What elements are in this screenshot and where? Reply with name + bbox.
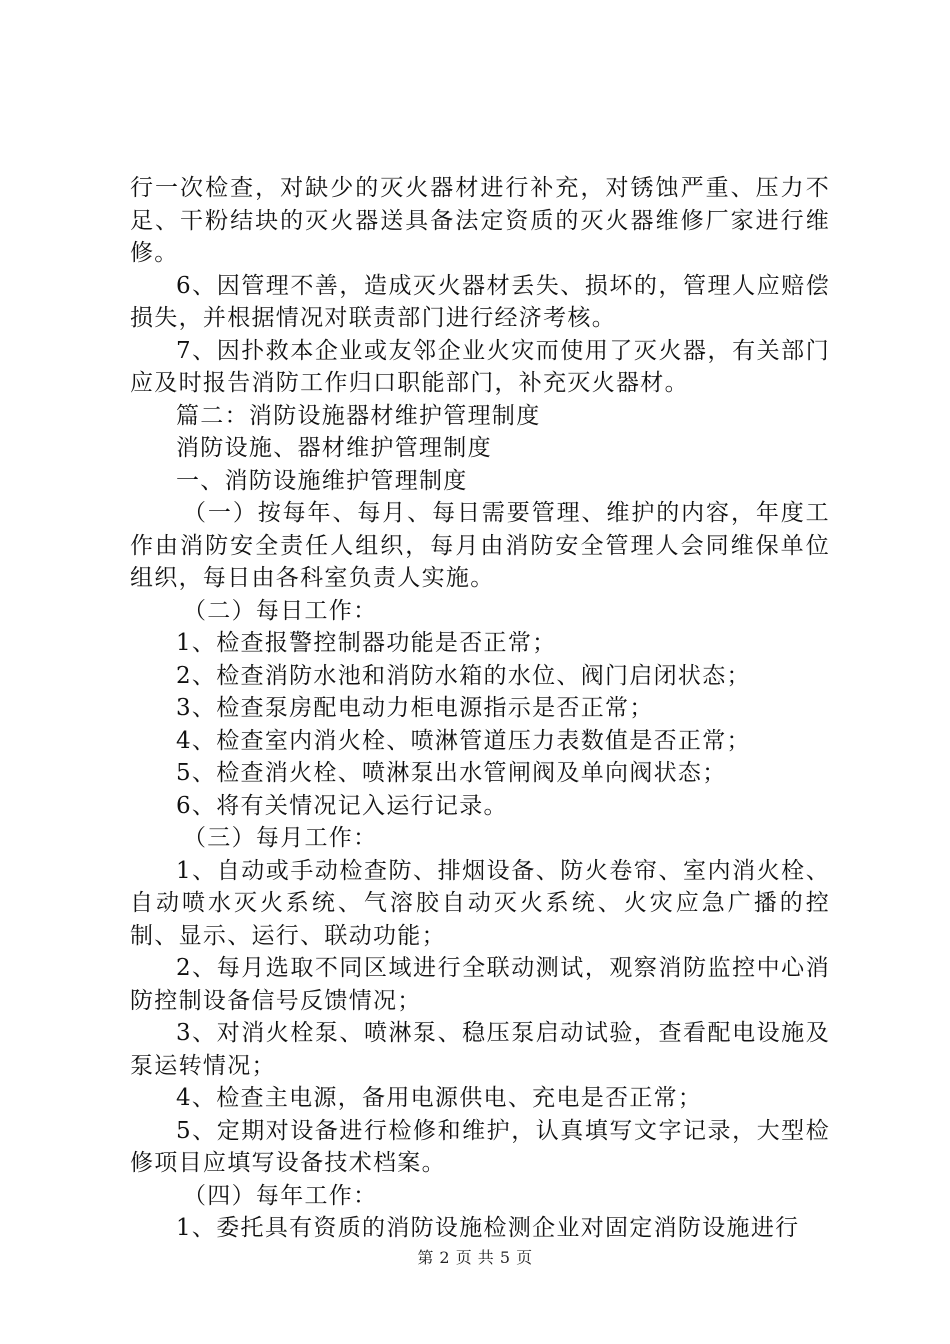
list-item: 5、定期对设备进行检修和维护，认真填写文字记录，大型检修项目应填写设备技术档案。 xyxy=(130,1117,830,1176)
section-heading: 一、消防设施维护管理制度 xyxy=(176,467,468,494)
list-item: 2、检查消防水池和消防水箱的水位、阀门启闭状态； xyxy=(176,662,751,689)
list-item: 1、委托具有资质的消防设施检测企业对固定消防设施进行 xyxy=(176,1215,800,1241)
paragraph: （一）按每年、每月、每日需要管理、维护的内容，年度工作由消防安全责任人组织，每月由消防安全管理人会同维保单位组织，每日由各科室负责人实施。 xyxy=(130,500,830,591)
subsection-heading: （二）每日工作： xyxy=(183,597,378,624)
section-title: 篇二：消防设施器材维护管理制度 xyxy=(176,402,541,429)
document-title: 消防设施、器材维护管理制度 xyxy=(176,435,492,461)
list-item: 4、检查室内消火栓、喷淋管道压力表数值是否正常； xyxy=(176,727,751,754)
page-number-label: 第 2 页 共 5 页 xyxy=(417,1248,533,1267)
document-body xyxy=(130,172,830,1245)
paragraph: 7、因扑救本企业或友邻企业火灾而使用了灭火器，有关部门应及时报告消防工作归口职能部门，补充灭火器材。 xyxy=(130,337,830,396)
subsection-heading: （四）每年工作： xyxy=(183,1182,378,1209)
list-item: 6、将有关情况记入运行记录。 xyxy=(176,792,508,819)
list-item: 1、自动或手动检查防、排烟设备、防火卷帘、室内消火栓、自动喷水灭火系统、气溶胶自动灭火系统、火灾应急广播的控制、显示、运行、联动功能； xyxy=(130,857,830,949)
list-item: 1、检查报警控制器功能是否正常； xyxy=(176,630,557,656)
paragraph: 6、因管理不善，造成灭火器材丢失、损坏的，管理人应赔偿损失，并根据情况对联责部门进行经济考核。 xyxy=(130,272,830,331)
list-item: 3、检查泵房配电动力柜电源指示是否正常； xyxy=(176,695,654,721)
page-footer xyxy=(0,1245,950,1268)
paragraph: 行一次检查，对缺少的灭火器材进行补充，对锈蚀严重、压力不足、干粉结块的灭火器送具备法定资质的灭火器维修厂家进行维修。 xyxy=(130,175,830,266)
list-item: 3、对消火栓泵、喷淋泵、稳压泵启动试验，查看配电设施及泵运转情况； xyxy=(130,1020,830,1079)
subsection-heading: （三）每月工作： xyxy=(183,825,378,851)
list-item: 2、每月选取不同区域进行全联动测试，观察消防监控中心消防控制设备信号反馈情况； xyxy=(130,955,830,1014)
list-item: 4、检查主电源，备用电源供电、充电是否正常； xyxy=(176,1085,703,1111)
list-item: 5、检查消火栓、喷淋泵出水管闸阀及单向阀状态； xyxy=(176,760,727,786)
